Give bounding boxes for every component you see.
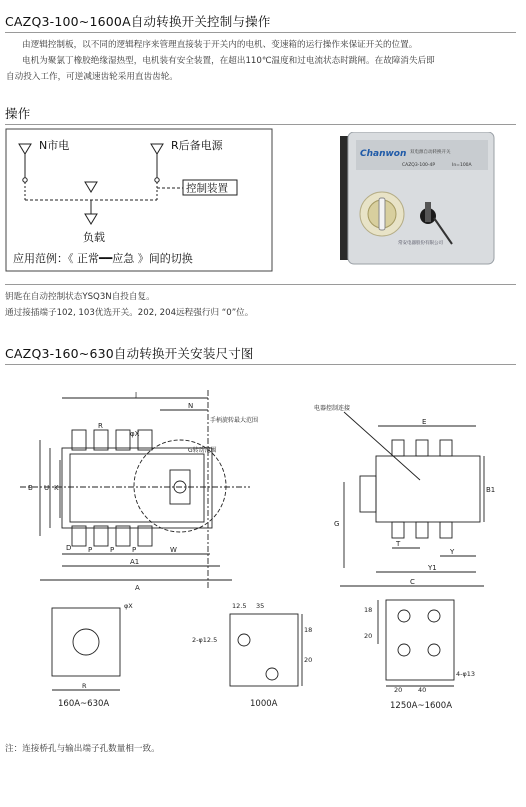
operation-divider (5, 284, 516, 285)
r-source-symbol (151, 144, 163, 154)
switching-schematic (5, 128, 275, 278)
dim-Y1: Y1 (428, 564, 437, 572)
hole2-caption: 1000A (250, 699, 278, 709)
control-device-label: 控制装置 (186, 182, 228, 195)
hole-view-160-630 (40, 600, 140, 710)
section-title-control: CAZQ3-100~1600A自动转换开关控制与操作 (5, 14, 271, 29)
dim-phiX: φX (130, 430, 140, 438)
device-brand: Chanwon (360, 149, 407, 159)
hole1-caption: 160A~630A (58, 699, 110, 709)
operation-underline (5, 124, 516, 125)
title-underline (5, 32, 516, 33)
hole3-40: 40 (418, 686, 427, 694)
paragraph-logic-board: 由逻辑控制板，以不同的逻辑程序来管理直接装于开关内的电机、变速箱的运行操作来保证开关的位置。 (22, 40, 418, 50)
dim-P3: P (132, 546, 137, 554)
hole3-20: 20 (364, 632, 373, 640)
dim-A1: A1 (130, 558, 140, 566)
handle-range-label: 手柄旋转最大范围 (210, 417, 259, 424)
note-terminals: 通过接插端子102, 103优选开关。202, 204远程强行归 “0”位。 (5, 308, 254, 318)
hole3-18: 18 (364, 606, 373, 614)
hole2-18: 18 (304, 626, 313, 634)
dimensions-underline (5, 364, 516, 365)
hole-view-1000 (190, 598, 320, 710)
dim-G: G (334, 520, 340, 528)
transfer-switch-device (340, 132, 496, 266)
dim-J: J (135, 391, 138, 399)
dim-N: N (188, 402, 194, 410)
load-label: 负载 (83, 231, 105, 244)
hole2-20: 20 (304, 656, 313, 664)
dim-D: D (66, 544, 72, 552)
dim-B: B (28, 484, 33, 492)
paragraph-motor-line2: 自动投入工作，可逆减速齿轮采用直齿齿轮。 (6, 72, 178, 82)
hole3-20b: 20 (394, 686, 403, 694)
dim-B1: B1 (486, 486, 496, 494)
dim-P1: P (88, 546, 93, 554)
note-key-auto: 钥匙在自动控制状态YSQ3N自投自复。 (5, 292, 155, 302)
hole2-35: 35 (256, 602, 265, 610)
dim-C: C (410, 578, 415, 586)
application-example: 应用范例：《 正常━━应急 》间的切换 (13, 252, 193, 265)
dim-K: K (54, 484, 59, 492)
dim-W: W (170, 546, 177, 554)
r-source-label: R后备电源 (171, 139, 223, 152)
dim-T: T (396, 540, 401, 548)
dim-R: R (98, 422, 103, 430)
dim-A: A (135, 584, 140, 592)
paragraph-motor-line1: 电机为聚氯丁橡胶绝缘湿热型，电机装有安全装置，在超出110℃温度和过电流状态时跳闸。在故障消失后即 (22, 56, 435, 66)
device-maker: 常安电器股份有限公司 (398, 241, 443, 246)
device-model: CAZQ3-100-4P (402, 163, 436, 168)
dim-P2: P (110, 546, 115, 554)
hole2-12.5: 12.5 (232, 602, 247, 610)
hole3-4phi13: 4-φ13 (456, 670, 476, 678)
connector-label: 电器控制连接 (314, 405, 351, 412)
load-symbol (85, 214, 97, 224)
footnote: 注：连接桥孔与输出端子孔数量相一致。 (5, 744, 160, 754)
section-title-dimensions: CAZQ3-160~630自动转换开关安装尺寸图 (5, 346, 254, 361)
front-view-drawing (10, 390, 260, 600)
device-subtitle: 双电源自动转换开关 (410, 150, 451, 155)
hole1-R: R (82, 682, 87, 690)
dim-E: E (422, 418, 427, 426)
hole-view-1250-1600 (360, 594, 510, 712)
dim-Y: Y (450, 548, 455, 556)
g-range-label: G转动范围 (188, 447, 217, 454)
n-source-symbol (19, 144, 31, 154)
side-view-drawing (300, 400, 510, 590)
hole3-caption: 1250A~1600A (390, 701, 453, 711)
hole1-phiX: φX (124, 602, 133, 610)
device-rating: In=100A (452, 163, 472, 168)
n-source-label: N市电 (39, 139, 70, 152)
hole2-2phi12.5: 2-φ12.5 (192, 636, 218, 644)
section-title-operation: 操作 (5, 106, 31, 121)
dim-U: U (44, 484, 50, 492)
